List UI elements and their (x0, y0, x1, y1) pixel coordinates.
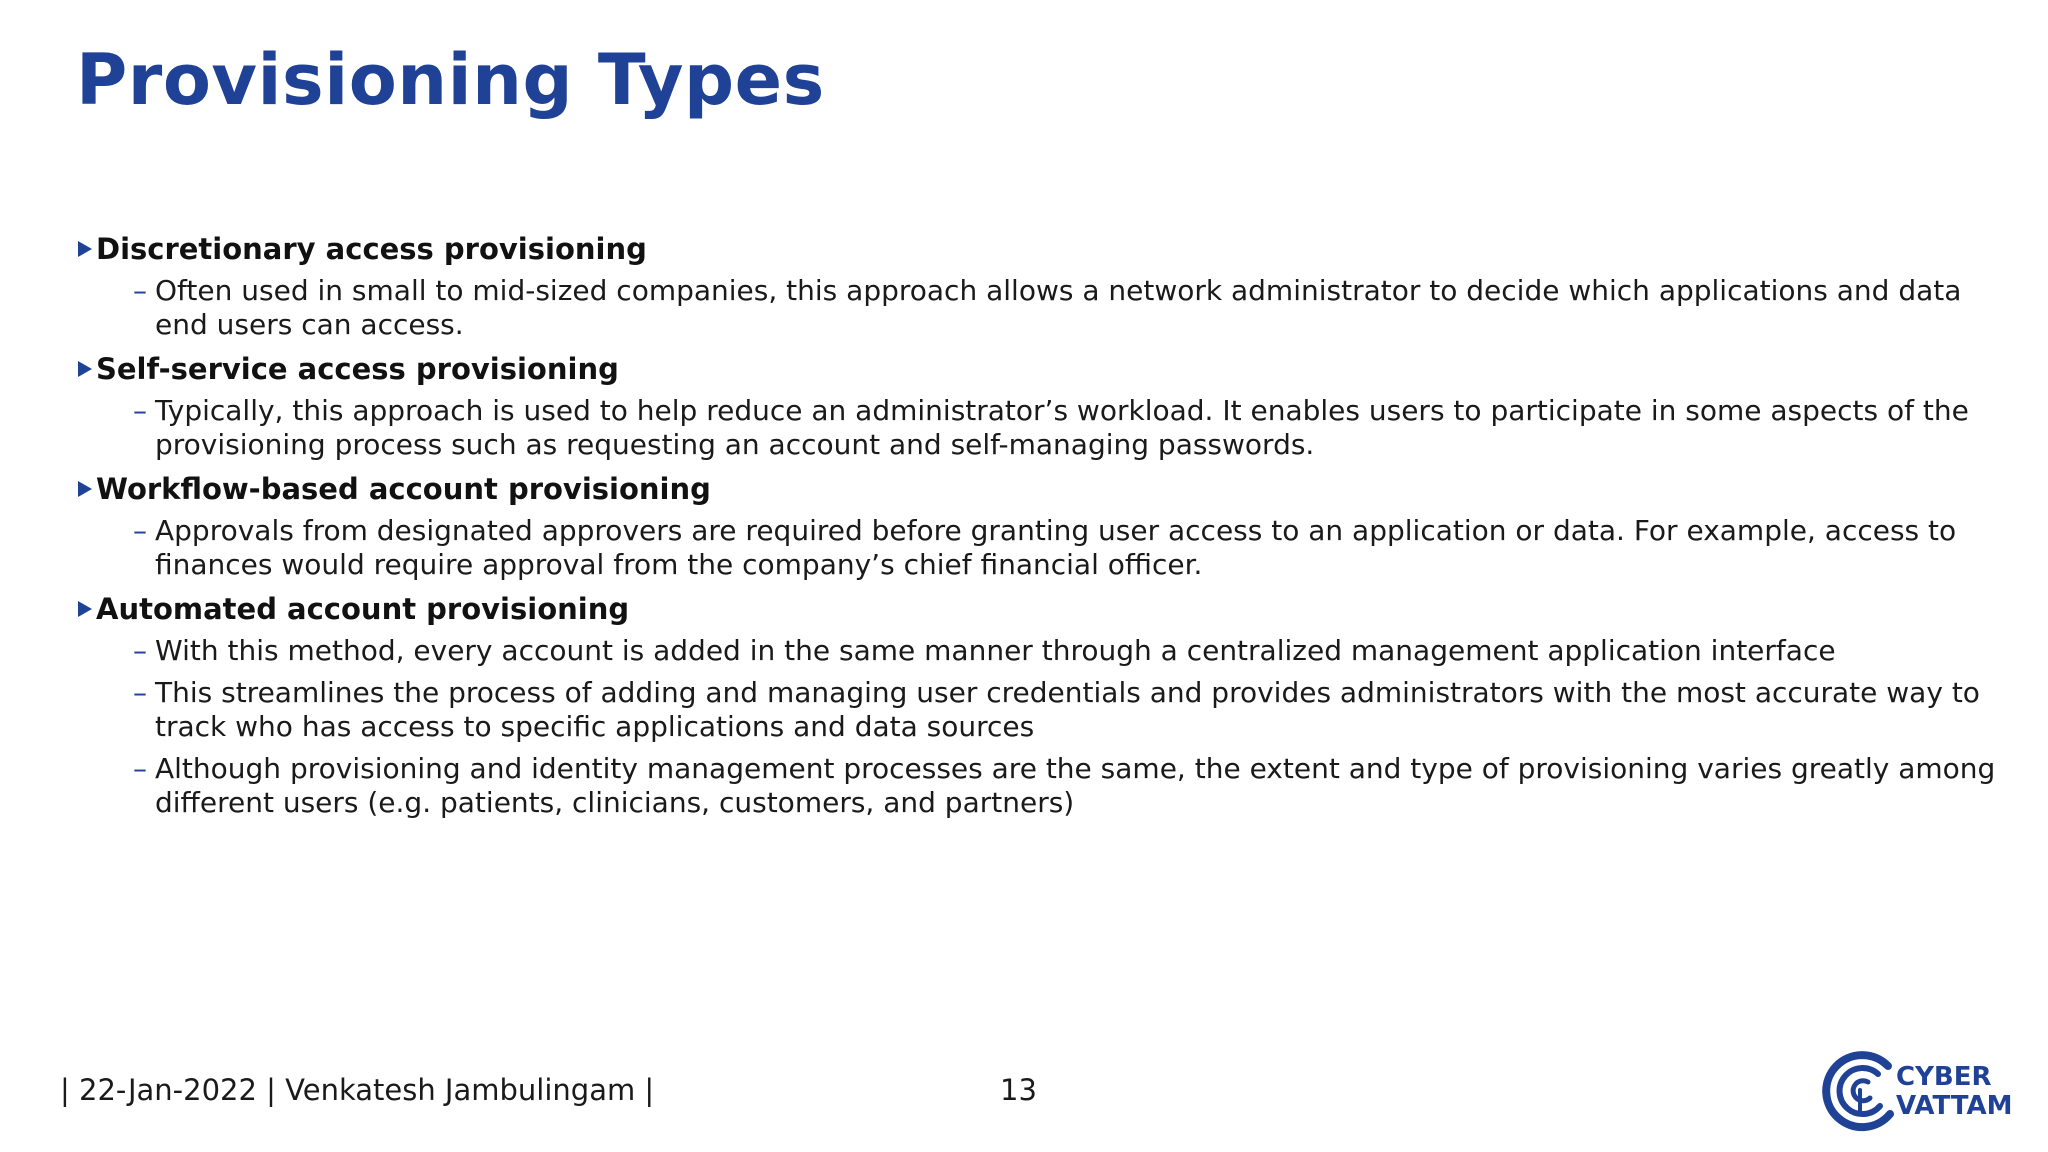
dash-bullet-icon: – (133, 274, 147, 307)
sub-bullet-text: This streamlines the process of adding and managing user credentials and provides administrators with the most accurate way to track who has access to specific applications and data sources (155, 676, 1980, 743)
logo-mark-icon (1826, 1055, 1890, 1127)
triangle-bullet-icon (78, 361, 92, 377)
sub-bullet (76, 752, 2006, 820)
sub-bullet-text: With this method, every account is added in the same manner through a centralized management application interface (155, 634, 1836, 667)
dash-bullet-icon: – (133, 752, 147, 785)
sub-bullet (76, 634, 2006, 668)
dash-bullet-icon: – (133, 394, 147, 427)
sub-bullet (76, 274, 2006, 342)
dash-bullet-icon: – (133, 676, 147, 709)
logo-line1: CYBER (1896, 1062, 1992, 1092)
section-automated (76, 588, 2006, 820)
section-heading-text: Discretionary access provisioning (96, 232, 647, 266)
sub-bullet-text: Approvals from designated approvers are required before granting user access to an application or data. For example, access to finances would require approval from the company’s chief financial officer. (155, 514, 1957, 581)
sub-bullet-text: Typically, this approach is used to help reduce an administrator’s workload. It enables users to participate in some aspects of the provisioning process such as requesting an account and self-managing passwords. (155, 394, 1969, 461)
page-number: 13 (1000, 1073, 1037, 1107)
section-heading-text: Automated account provisioning (96, 592, 630, 626)
sub-bullet (76, 514, 2006, 582)
sub-bullet (76, 394, 2006, 462)
section-self-service (76, 348, 2006, 462)
section-workflow (76, 468, 2006, 582)
cybervattam-logo (1822, 1044, 2018, 1134)
sub-bullet (76, 676, 2006, 744)
section-discretionary (76, 228, 2006, 342)
triangle-bullet-icon (78, 601, 92, 617)
section-heading (76, 468, 2006, 510)
sub-bullet-text: Although provisioning and identity management processes are the same, the extent and type of provisioning varies greatly among different users (e.g. patients, clinicians, customers, and partners) (155, 752, 1996, 819)
section-heading-text: Workflow-based account provisioning (96, 472, 711, 506)
bullet-list (76, 228, 2006, 826)
section-heading (76, 348, 2006, 390)
slide-title: Provisioning Types (76, 39, 825, 121)
triangle-bullet-icon (78, 241, 92, 257)
footer-text: | 22-Jan-2022 | Venkatesh Jambulingam | (60, 1073, 655, 1107)
section-heading-text: Self-service access provisioning (96, 352, 619, 386)
section-heading (76, 228, 2006, 270)
logo-line2: VATTAM (1896, 1091, 2013, 1121)
sub-bullet-text: Often used in small to mid-sized companies, this approach allows a network administrator to decide which applications and data end users can access. (155, 274, 1962, 341)
dash-bullet-icon: – (133, 634, 147, 667)
triangle-bullet-icon (78, 481, 92, 497)
section-heading (76, 588, 2006, 630)
dash-bullet-icon: – (133, 514, 147, 547)
